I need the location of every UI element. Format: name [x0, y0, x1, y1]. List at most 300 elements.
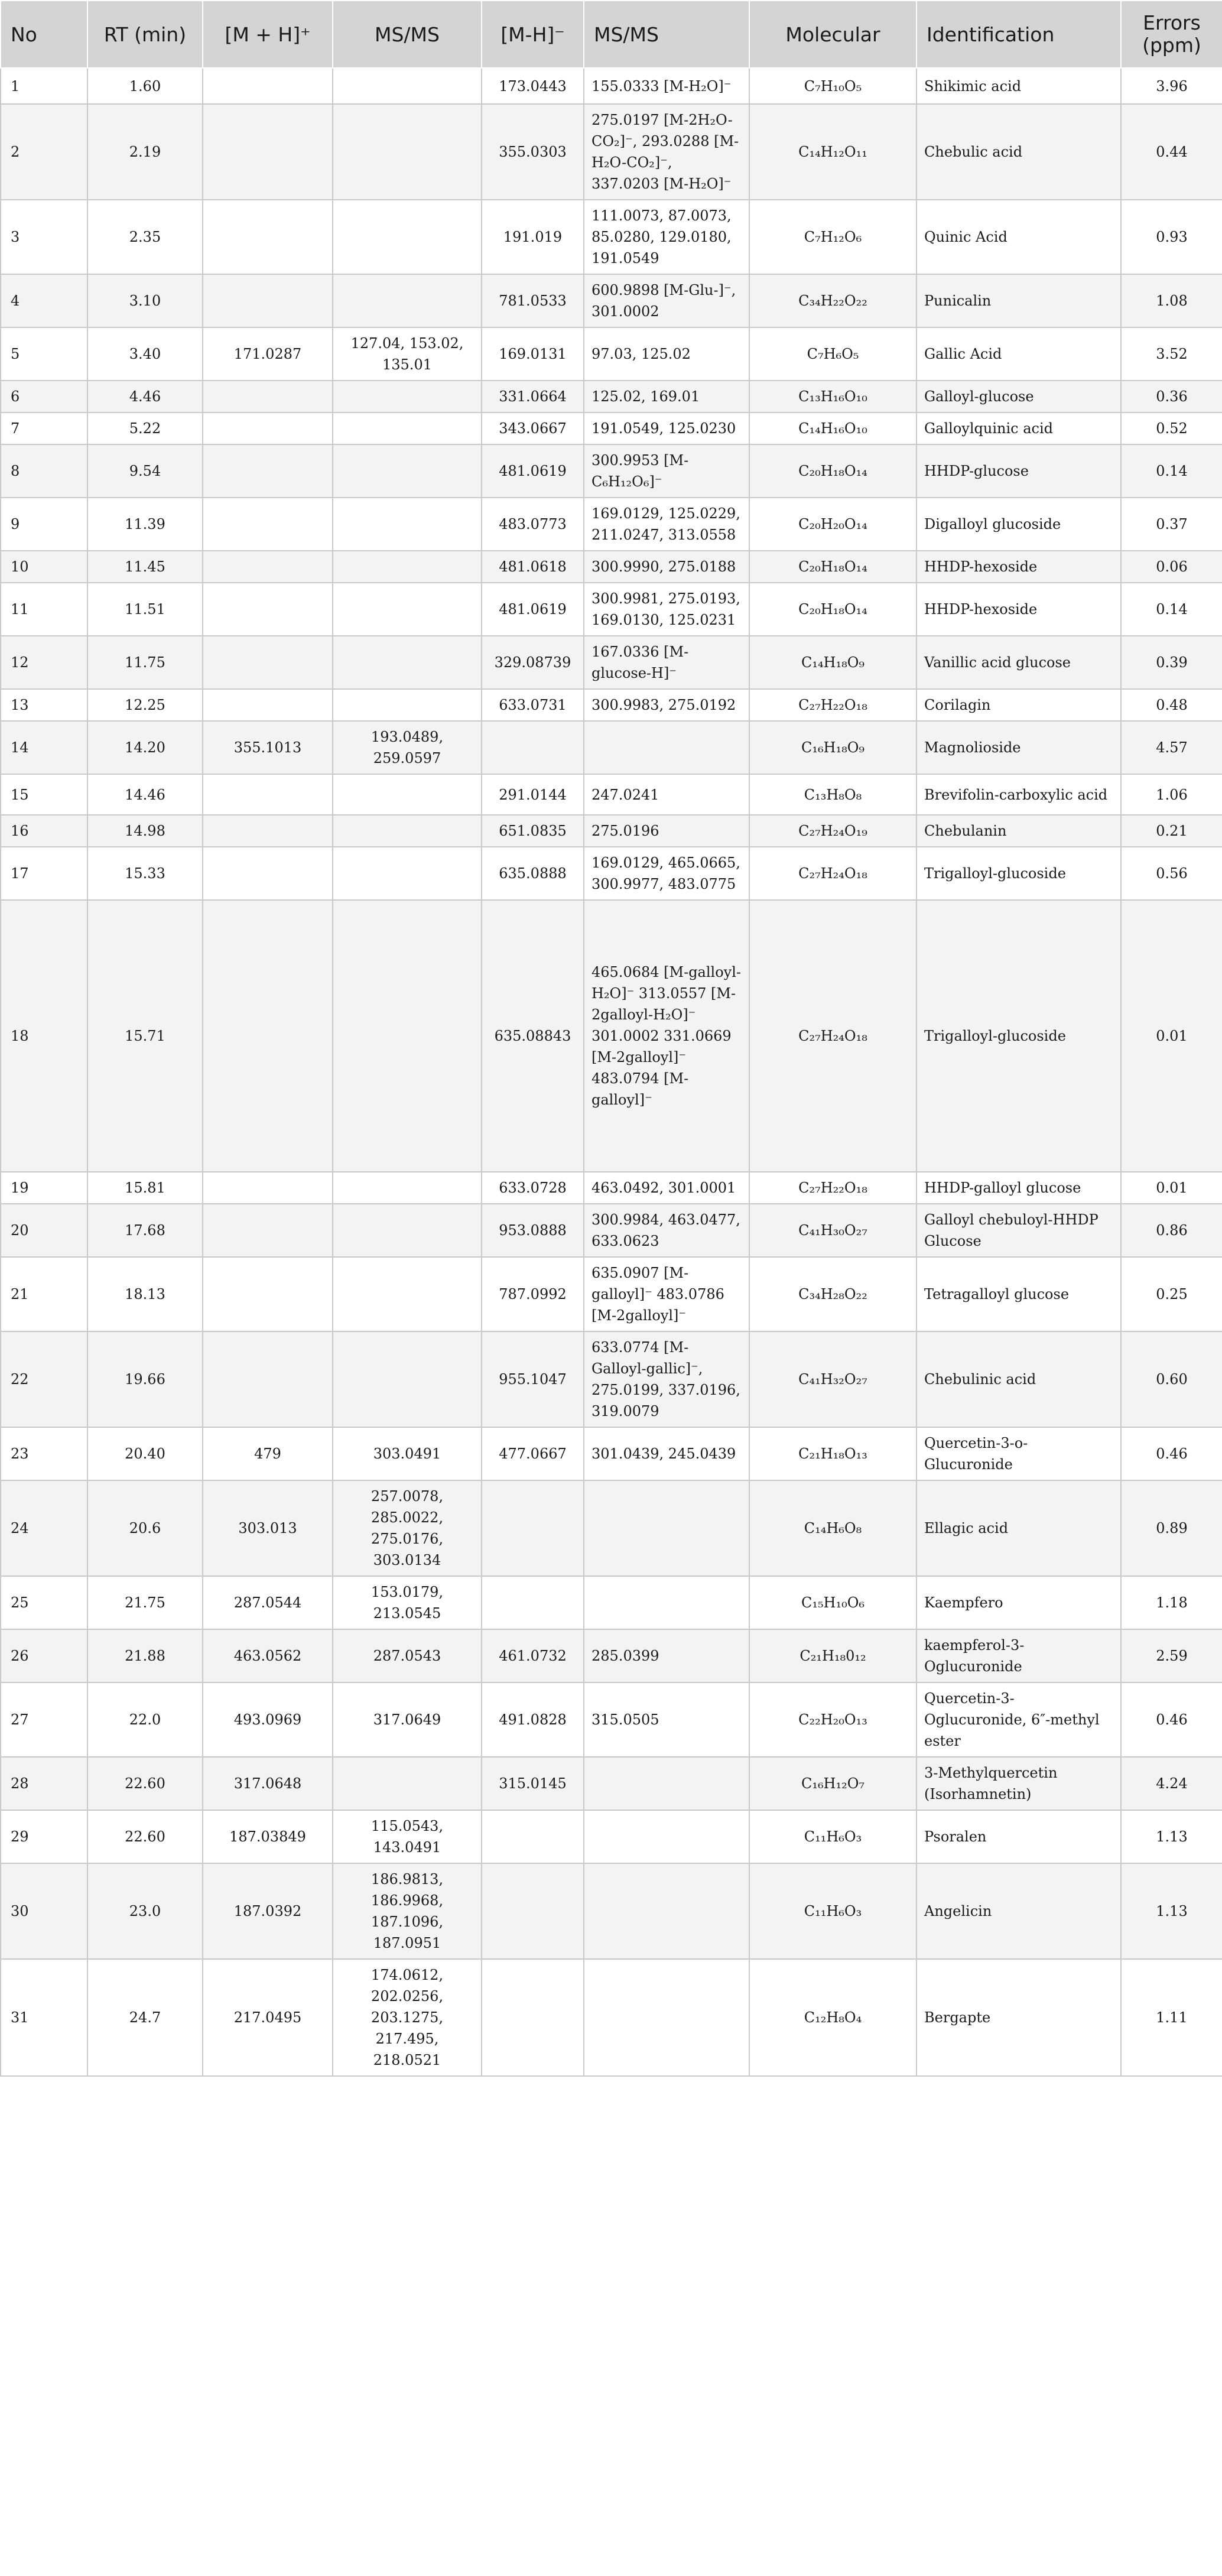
cell-msms-neg: 300.9983, 275.0192 [584, 689, 749, 721]
cell-identification: Gallic Acid [916, 327, 1121, 381]
table-row [1, 1757, 1222, 1810]
cell-msms-pos [333, 200, 482, 274]
cell-errors: 1.13 [1121, 1810, 1222, 1863]
cell-no: 1 [1, 68, 87, 104]
cell-errors: 0.46 [1121, 1427, 1222, 1480]
cell-msms-pos: 303.0491 [333, 1427, 482, 1480]
cell-mh-neg: 169.0131 [482, 327, 584, 381]
cell-mh-neg [482, 1959, 584, 2076]
cell-mh-neg: 173.0443 [482, 68, 584, 104]
cell-no: 22 [1, 1331, 87, 1427]
header-mh-neg: [M-H]⁻ [482, 1, 584, 68]
cell-msms-neg: 300.9953 [M-C₆H₁₂O₆]⁻ [584, 444, 749, 498]
cell-msms-neg: 465.0684 [M-galloyl-H₂O]⁻ 313.0557 [M-2galloyl-H₂O]⁻ 301.0002 331.0669 [M-2galloyl]⁻ 483.0794 [M-galloyl]⁻ [584, 900, 749, 1172]
table-row [1, 381, 1222, 412]
cell-no: 4 [1, 274, 87, 327]
table-body [1, 68, 1222, 2076]
cell-molecular: C₂₁H₁₈0₁₂ [749, 1629, 916, 1682]
cell-mh-neg: 781.0533 [482, 274, 584, 327]
cell-identification: Chebulic acid [916, 104, 1121, 200]
cell-identification: Galloylquinic acid [916, 412, 1121, 444]
cell-mh-pos [203, 1331, 333, 1427]
cell-rt: 11.75 [87, 636, 203, 689]
cell-molecular: C₂₇H₂₄O₁₉ [749, 815, 916, 847]
cell-msms-pos: 193.0489, 259.0597 [333, 721, 482, 774]
cell-rt: 24.7 [87, 1959, 203, 2076]
cell-errors: 1.06 [1121, 774, 1222, 815]
cell-identification: Trigalloyl-glucoside [916, 900, 1121, 1172]
cell-msms-neg: 169.0129, 125.0229, 211.0247, 313.0558 [584, 498, 749, 551]
cell-msms-pos [333, 551, 482, 583]
cell-rt: 12.25 [87, 689, 203, 721]
cell-mh-pos [203, 1172, 333, 1204]
cell-molecular: C₂₀H₁₈O₁₄ [749, 551, 916, 583]
cell-identification: Quercetin-3-o-Glucuronide [916, 1427, 1121, 1480]
cell-errors: 0.37 [1121, 498, 1222, 551]
cell-no: 11 [1, 583, 87, 636]
cell-rt: 3.10 [87, 274, 203, 327]
cell-rt: 15.33 [87, 847, 203, 900]
cell-molecular: C₄₁H₃₀O₂₇ [749, 1204, 916, 1257]
cell-no: 12 [1, 636, 87, 689]
cell-no: 2 [1, 104, 87, 200]
table-row [1, 721, 1222, 774]
cell-mh-pos: 493.0969 [203, 1682, 333, 1757]
cell-mh-pos [203, 412, 333, 444]
cell-molecular: C₁₆H₁₈O₉ [749, 721, 916, 774]
cell-no: 28 [1, 1757, 87, 1810]
table-row [1, 327, 1222, 381]
cell-errors: 0.46 [1121, 1682, 1222, 1757]
cell-mh-neg: 955.1047 [482, 1331, 584, 1427]
header-molecular: Molecular [749, 1, 916, 68]
cell-errors: 0.93 [1121, 200, 1222, 274]
cell-mh-neg: 329.08739 [482, 636, 584, 689]
cell-errors: 1.13 [1121, 1863, 1222, 1959]
cell-errors: 1.11 [1121, 1959, 1222, 2076]
cell-rt: 17.68 [87, 1204, 203, 1257]
cell-identification: 3-Methylquercetin (Isorhamnetin) [916, 1757, 1121, 1810]
cell-no: 21 [1, 1257, 87, 1331]
cell-identification: HHDP-hexoside [916, 583, 1121, 636]
header-identification: Identification [916, 1, 1121, 68]
cell-rt: 1.60 [87, 68, 203, 104]
cell-no: 17 [1, 847, 87, 900]
cell-msms-neg: 275.0196 [584, 815, 749, 847]
table-row [1, 444, 1222, 498]
table-row [1, 774, 1222, 815]
cell-msms-pos [333, 68, 482, 104]
cell-molecular: C₁₄H₆O₈ [749, 1480, 916, 1576]
cell-errors: 4.57 [1121, 721, 1222, 774]
cell-msms-neg [584, 1810, 749, 1863]
cell-msms-pos [333, 583, 482, 636]
cell-msms-pos: 186.9813, 186.9968, 187.1096, 187.0951 [333, 1863, 482, 1959]
table-row [1, 815, 1222, 847]
table-row [1, 1682, 1222, 1757]
cell-msms-neg [584, 1576, 749, 1629]
cell-errors: 0.14 [1121, 583, 1222, 636]
table-row [1, 1863, 1222, 1959]
cell-msms-neg: 633.0774 [M-Galloyl-gallic]⁻, 275.0199, 337.0196, 319.0079 [584, 1331, 749, 1427]
cell-errors: 0.14 [1121, 444, 1222, 498]
cell-errors: 0.01 [1121, 1172, 1222, 1204]
cell-mh-pos [203, 1204, 333, 1257]
cell-identification: Galloyl-glucose [916, 381, 1121, 412]
cell-errors: 4.24 [1121, 1757, 1222, 1810]
cell-molecular: C₂₁H₁₈O₁₃ [749, 1427, 916, 1480]
cell-rt: 18.13 [87, 1257, 203, 1331]
cell-mh-neg: 291.0144 [482, 774, 584, 815]
cell-errors: 0.52 [1121, 412, 1222, 444]
cell-msms-neg: 635.0907 [M-galloyl]⁻ 483.0786 [M-2galloyl]⁻ [584, 1257, 749, 1331]
cell-errors: 0.44 [1121, 104, 1222, 200]
cell-msms-neg: 155.0333 [M-H₂O]⁻ [584, 68, 749, 104]
cell-msms-pos [333, 847, 482, 900]
cell-mh-neg: 491.0828 [482, 1682, 584, 1757]
cell-mh-pos [203, 583, 333, 636]
cell-rt: 15.71 [87, 900, 203, 1172]
cell-mh-pos: 303.013 [203, 1480, 333, 1576]
cell-msms-neg: 111.0073, 87.0073, 85.0280, 129.0180, 191.0549 [584, 200, 749, 274]
cell-molecular: C₁₄H₁₆O₁₀ [749, 412, 916, 444]
table-row [1, 1427, 1222, 1480]
cell-identification: Kaempfero [916, 1576, 1121, 1629]
cell-identification: Quinic Acid [916, 200, 1121, 274]
cell-msms-neg: 463.0492, 301.0001 [584, 1172, 749, 1204]
cell-mh-pos [203, 847, 333, 900]
cell-mh-pos [203, 200, 333, 274]
cell-identification: Trigalloyl-glucoside [916, 847, 1121, 900]
cell-msms-neg [584, 1959, 749, 2076]
cell-identification: Shikimic acid [916, 68, 1121, 104]
cell-molecular: C₁₃H₁₆O₁₀ [749, 381, 916, 412]
cell-rt: 3.40 [87, 327, 203, 381]
cell-mh-neg [482, 1480, 584, 1576]
cell-molecular: C₃₄H₂₂O₂₂ [749, 274, 916, 327]
cell-rt: 20.40 [87, 1427, 203, 1480]
cell-mh-pos [203, 68, 333, 104]
cell-msms-pos [333, 636, 482, 689]
cell-msms-pos [333, 381, 482, 412]
cell-msms-pos [333, 1204, 482, 1257]
cell-msms-neg [584, 721, 749, 774]
cell-no: 13 [1, 689, 87, 721]
table-row [1, 636, 1222, 689]
header-errors: Errors (ppm) [1121, 1, 1222, 68]
cell-identification: Punicalin [916, 274, 1121, 327]
cell-mh-pos: 287.0544 [203, 1576, 333, 1629]
cell-msms-pos [333, 1757, 482, 1810]
cell-rt: 11.45 [87, 551, 203, 583]
cell-mh-neg [482, 721, 584, 774]
cell-msms-neg: 169.0129, 465.0665, 300.9977, 483.0775 [584, 847, 749, 900]
cell-msms-pos [333, 444, 482, 498]
cell-identification: Quercetin-3-Oglucuronide, 6″-methyl ester [916, 1682, 1121, 1757]
cell-molecular: C₁₁H₆O₃ [749, 1863, 916, 1959]
cell-msms-neg: 97.03, 125.02 [584, 327, 749, 381]
cell-msms-pos [333, 412, 482, 444]
cell-mh-pos [203, 1257, 333, 1331]
cell-identification: HHDP-galloyl glucose [916, 1172, 1121, 1204]
header-rt: RT (min) [87, 1, 203, 68]
cell-msms-neg: 247.0241 [584, 774, 749, 815]
table-header [1, 1, 1222, 68]
cell-molecular: C₂₀H₂₀O₁₄ [749, 498, 916, 551]
cell-rt: 21.75 [87, 1576, 203, 1629]
cell-identification: Tetragalloyl glucose [916, 1257, 1121, 1331]
cell-msms-neg: 275.0197 [M-2H₂O-CO₂]⁻, 293.0288 [M-H₂O-CO₂]⁻, 337.0203 [M-H₂O]⁻ [584, 104, 749, 200]
header-mh-pos: [M + H]⁺ [203, 1, 333, 68]
table-row [1, 1629, 1222, 1682]
cell-molecular: C₁₃H₈O₈ [749, 774, 916, 815]
cell-identification: Galloyl chebuloyl-HHDP Glucose [916, 1204, 1121, 1257]
table-row [1, 689, 1222, 721]
cell-no: 31 [1, 1959, 87, 2076]
cell-errors: 0.21 [1121, 815, 1222, 847]
cell-mh-neg: 483.0773 [482, 498, 584, 551]
cell-identification: Digalloyl glucoside [916, 498, 1121, 551]
table-row [1, 847, 1222, 900]
cell-rt: 5.22 [87, 412, 203, 444]
cell-msms-pos: 287.0543 [333, 1629, 482, 1682]
table-row [1, 1959, 1222, 2076]
cell-no: 14 [1, 721, 87, 774]
cell-msms-pos: 115.0543, 143.0491 [333, 1810, 482, 1863]
table-row [1, 412, 1222, 444]
cell-identification: Angelicin [916, 1863, 1121, 1959]
cell-identification: HHDP-glucose [916, 444, 1121, 498]
table-row [1, 900, 1222, 1172]
header-no: No [1, 1, 87, 68]
cell-no: 7 [1, 412, 87, 444]
cell-molecular: C₁₁H₆O₃ [749, 1810, 916, 1863]
cell-rt: 14.98 [87, 815, 203, 847]
cell-no: 20 [1, 1204, 87, 1257]
cell-rt: 21.88 [87, 1629, 203, 1682]
cell-no: 27 [1, 1682, 87, 1757]
cell-mh-pos [203, 551, 333, 583]
cell-molecular: C₂₀H₁₈O₁₄ [749, 583, 916, 636]
cell-rt: 9.54 [87, 444, 203, 498]
cell-no: 19 [1, 1172, 87, 1204]
cell-molecular: C₁₆H₁₂O₇ [749, 1757, 916, 1810]
cell-mh-pos: 171.0287 [203, 327, 333, 381]
cell-mh-neg: 481.0619 [482, 444, 584, 498]
cell-molecular: C₂₂H₂₀O₁₃ [749, 1682, 916, 1757]
cell-msms-pos [333, 689, 482, 721]
cell-mh-neg: 651.0835 [482, 815, 584, 847]
cell-no: 3 [1, 200, 87, 274]
cell-mh-neg: 633.0728 [482, 1172, 584, 1204]
cell-identification: Psoralen [916, 1810, 1121, 1863]
cell-errors: 0.56 [1121, 847, 1222, 900]
cell-mh-pos: 479 [203, 1427, 333, 1480]
cell-mh-pos [203, 689, 333, 721]
cell-rt: 22.60 [87, 1757, 203, 1810]
table-row [1, 551, 1222, 583]
cell-identification: Vanillic acid glucose [916, 636, 1121, 689]
cell-errors: 0.48 [1121, 689, 1222, 721]
cell-no: 18 [1, 900, 87, 1172]
cell-identification: kaempferol-3-Oglucuronide [916, 1629, 1121, 1682]
cell-msms-pos: 127.04, 153.02, 135.01 [333, 327, 482, 381]
cell-rt: 15.81 [87, 1172, 203, 1204]
table-row [1, 1576, 1222, 1629]
cell-molecular: C₂₇H₂₄O₁₈ [749, 900, 916, 1172]
cell-mh-neg [482, 1576, 584, 1629]
cell-msms-neg: 315.0505 [584, 1682, 749, 1757]
cell-rt: 14.20 [87, 721, 203, 774]
cell-errors: 0.39 [1121, 636, 1222, 689]
cell-msms-pos [333, 274, 482, 327]
cell-msms-neg: 167.0336 [M-glucose-H]⁻ [584, 636, 749, 689]
cell-molecular: C₁₄H₁₈O₉ [749, 636, 916, 689]
cell-rt: 11.51 [87, 583, 203, 636]
cell-molecular: C₄₁H₃₂O₂₇ [749, 1331, 916, 1427]
cell-msms-pos [333, 900, 482, 1172]
cell-rt: 22.60 [87, 1810, 203, 1863]
table-row [1, 1480, 1222, 1576]
cell-rt: 11.39 [87, 498, 203, 551]
cell-identification: Bergapte [916, 1959, 1121, 2076]
cell-mh-neg: 635.08843 [482, 900, 584, 1172]
cell-mh-neg [482, 1810, 584, 1863]
cell-no: 24 [1, 1480, 87, 1576]
cell-msms-pos [333, 1331, 482, 1427]
cell-mh-neg [482, 1863, 584, 1959]
header-row [1, 1, 1222, 68]
table-row [1, 68, 1222, 104]
cell-identification: HHDP-hexoside [916, 551, 1121, 583]
cell-identification: Chebulanin [916, 815, 1121, 847]
cell-no: 5 [1, 327, 87, 381]
cell-errors: 3.52 [1121, 327, 1222, 381]
cell-msms-neg: 300.9990, 275.0188 [584, 551, 749, 583]
cell-msms-pos [333, 1257, 482, 1331]
cell-mh-pos [203, 815, 333, 847]
cell-molecular: C₂₇H₂₂O₁₈ [749, 689, 916, 721]
cell-molecular: C₁₂H₈O₄ [749, 1959, 916, 2076]
header-msms-pos: MS/MS [333, 1, 482, 68]
table-row [1, 1810, 1222, 1863]
header-msms-neg: MS/MS [584, 1, 749, 68]
cell-errors: 0.06 [1121, 551, 1222, 583]
cell-no: 8 [1, 444, 87, 498]
cell-rt: 2.35 [87, 200, 203, 274]
cell-msms-pos [333, 774, 482, 815]
cell-msms-pos [333, 815, 482, 847]
cell-molecular: C₂₀H₁₈O₁₄ [749, 444, 916, 498]
cell-no: 10 [1, 551, 87, 583]
cell-mh-neg: 633.0731 [482, 689, 584, 721]
cell-mh-pos [203, 900, 333, 1172]
cell-msms-pos [333, 104, 482, 200]
cell-mh-pos: 187.03849 [203, 1810, 333, 1863]
table-row [1, 1172, 1222, 1204]
cell-errors: 0.86 [1121, 1204, 1222, 1257]
cell-mh-neg: 355.0303 [482, 104, 584, 200]
cell-identification: Magnolioside [916, 721, 1121, 774]
table-row [1, 104, 1222, 200]
cell-mh-neg: 191.019 [482, 200, 584, 274]
table-row [1, 583, 1222, 636]
cell-errors: 0.36 [1121, 381, 1222, 412]
cell-mh-pos: 187.0392 [203, 1863, 333, 1959]
cell-msms-neg [584, 1863, 749, 1959]
cell-rt: 20.6 [87, 1480, 203, 1576]
cell-mh-neg: 477.0667 [482, 1427, 584, 1480]
cell-msms-pos [333, 498, 482, 551]
cell-mh-pos: 463.0562 [203, 1629, 333, 1682]
cell-mh-neg: 481.0618 [482, 551, 584, 583]
cell-no: 15 [1, 774, 87, 815]
cell-msms-pos: 174.0612, 202.0256, 203.1275, 217.495, 218.0521 [333, 1959, 482, 2076]
cell-mh-pos [203, 774, 333, 815]
cell-molecular: C₇H₁₀O₅ [749, 68, 916, 104]
cell-errors: 1.08 [1121, 274, 1222, 327]
cell-msms-neg: 300.9981, 275.0193, 169.0130, 125.0231 [584, 583, 749, 636]
cell-errors: 2.59 [1121, 1629, 1222, 1682]
cell-msms-neg: 125.02, 169.01 [584, 381, 749, 412]
cell-mh-pos [203, 381, 333, 412]
cell-no: 23 [1, 1427, 87, 1480]
cell-mh-neg: 481.0619 [482, 583, 584, 636]
cell-mh-pos [203, 104, 333, 200]
cell-no: 9 [1, 498, 87, 551]
cell-msms-pos [333, 1172, 482, 1204]
cell-molecular: C₁₅H₁₀O₆ [749, 1576, 916, 1629]
cell-no: 16 [1, 815, 87, 847]
cell-molecular: C₁₄H₁₂O₁₁ [749, 104, 916, 200]
table-row [1, 274, 1222, 327]
cell-mh-neg: 461.0732 [482, 1629, 584, 1682]
cell-msms-neg [584, 1480, 749, 1576]
cell-no: 30 [1, 1863, 87, 1959]
cell-errors: 0.01 [1121, 900, 1222, 1172]
table-row [1, 1331, 1222, 1427]
cell-rt: 4.46 [87, 381, 203, 412]
table-row [1, 498, 1222, 551]
cell-no: 25 [1, 1576, 87, 1629]
cell-rt: 19.66 [87, 1331, 203, 1427]
cell-no: 29 [1, 1810, 87, 1863]
cell-msms-neg: 301.0439, 245.0439 [584, 1427, 749, 1480]
cell-molecular: C₃₄H₂₈O₂₂ [749, 1257, 916, 1331]
cell-msms-pos: 317.0649 [333, 1682, 482, 1757]
cell-mh-neg: 331.0664 [482, 381, 584, 412]
cell-mh-pos [203, 444, 333, 498]
cell-errors: 1.18 [1121, 1576, 1222, 1629]
cell-msms-neg: 285.0399 [584, 1629, 749, 1682]
cell-molecular: C₇H₆O₅ [749, 327, 916, 381]
cell-mh-pos [203, 274, 333, 327]
cell-mh-pos: 217.0495 [203, 1959, 333, 2076]
cell-msms-neg: 191.0549, 125.0230 [584, 412, 749, 444]
cell-msms-pos: 257.0078, 285.0022, 275.0176, 303.0134 [333, 1480, 482, 1576]
cell-msms-neg: 300.9984, 463.0477, 633.0623 [584, 1204, 749, 1257]
cell-mh-neg: 343.0667 [482, 412, 584, 444]
cell-msms-neg: 600.9898 [M-Glu-]⁻, 301.0002 [584, 274, 749, 327]
cell-msms-pos: 153.0179, 213.0545 [333, 1576, 482, 1629]
cell-rt: 14.46 [87, 774, 203, 815]
cell-rt: 2.19 [87, 104, 203, 200]
table-row [1, 200, 1222, 274]
cell-errors: 0.89 [1121, 1480, 1222, 1576]
cell-mh-pos [203, 498, 333, 551]
cell-mh-neg: 953.0888 [482, 1204, 584, 1257]
cell-identification: Corilagin [916, 689, 1121, 721]
